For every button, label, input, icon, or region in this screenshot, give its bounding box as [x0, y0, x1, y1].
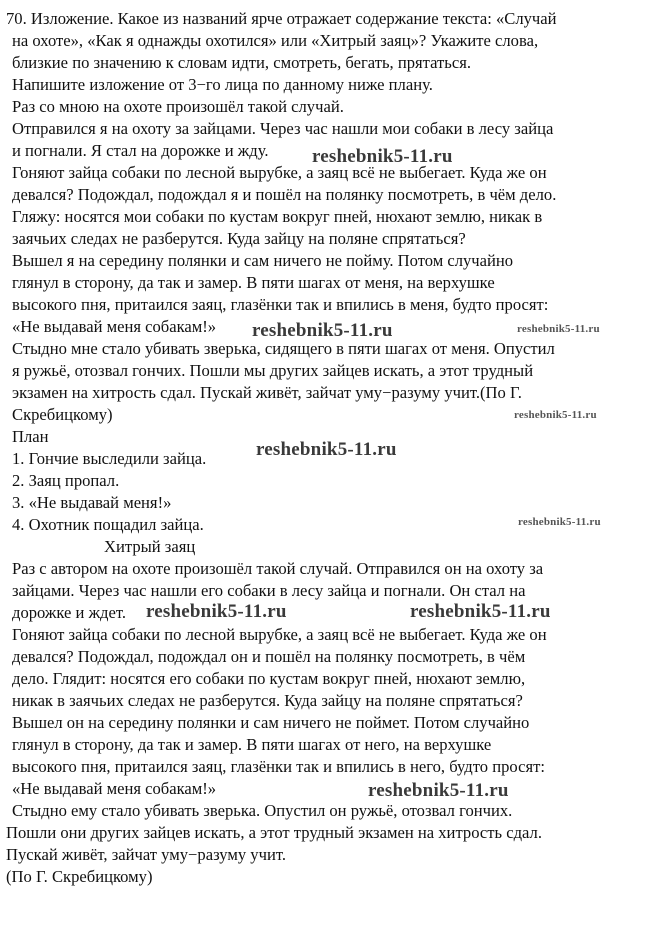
text-line: никак в заячьих следах не разберутся. Куда зайцу на поляне спрятаться?	[12, 691, 523, 710]
text-line: Пускай живёт, зайчат уму−разуму учит.	[6, 845, 286, 864]
watermark: reshebnik5-11.ru	[368, 780, 509, 801]
watermark: reshebnik5-11.ru	[514, 409, 597, 421]
watermark: reshebnik5-11.ru	[410, 601, 551, 622]
text-line: «Не выдавай меня собакам!»	[12, 317, 217, 336]
story-title: Хитрый заяц	[104, 537, 196, 556]
text-line: дело. Глядит: носятся его собаки по кустам вокруг пней, нюхают землю,	[12, 669, 526, 688]
text-line: (По Г. Скребицкому)	[6, 867, 153, 886]
text-line: Раз с автором на охоте произошёл такой случай. Отправился он на охоту за	[12, 559, 544, 578]
text-line: зайцами. Через час нашли его собаки в лесу зайца и погнали. Он стал на	[12, 581, 526, 600]
text-line: девался? Подождал, подождал я и пошёл на полянку посмотреть, в чём дело.	[12, 185, 557, 204]
text-line: Вышел я на середину полянки и сам ничего не пойму. Потом случайно	[12, 251, 514, 270]
text-line: Напишите изложение от 3−го лица по данному ниже плану.	[12, 75, 433, 94]
text-line: 70. Изложение. Какое из названий ярче отражает содержание текста: «Случай	[6, 9, 557, 28]
text-line: и погнали. Я стал на дорожке и жду.	[12, 141, 269, 160]
text-line: девался? Подождал, подождал он и пошёл на полянку посмотреть, в чём	[12, 647, 526, 666]
text-line: Гоняют зайца собаки по лесной вырубке, а заяц всё не выбегает. Куда же он	[12, 625, 547, 644]
text-line: экзамен на хитрость сдал. Пускай живёт, зайчат уму−разуму учит.(По Г.	[12, 383, 522, 402]
text-line: на охоте», «Как я однажды охотился» или «Хитрый заяц»? Укажите слова,	[12, 31, 539, 50]
text-line: Стыдно мне стало убивать зверька, сидящего в пяти шагах от меня. Опустил	[12, 339, 555, 358]
text-line: Скребицкому)	[12, 405, 113, 424]
plan-item: 4. Охотник пощадил зайца.	[12, 515, 204, 534]
text-line: Гоняют зайца собаки по лесной вырубке, а заяц всё не выбегает. Куда же он	[12, 163, 547, 182]
watermark: reshebnik5-11.ru	[252, 320, 393, 341]
watermark: reshebnik5-11.ru	[146, 601, 287, 622]
watermark: reshebnik5-11.ru	[312, 146, 453, 167]
watermark: reshebnik5-11.ru	[518, 516, 601, 528]
text-line: Вышел он на середину полянки и сам ничего не поймет. Потом случайно	[12, 713, 530, 732]
text-line: Гляжу: носятся мои собаки по кустам вокруг пней, нюхают землю, никак в	[12, 207, 543, 226]
text-line: высокого пня, притаился заяц, глазёнки так и впились в него, будто просят:	[12, 757, 545, 776]
plan-item: 1. Гончие выследили зайца.	[12, 449, 207, 468]
text-line: высокого пня, притаился заяц, глазёнки так и впились в меня, будто просят:	[12, 295, 549, 314]
plan-item: 3. «Не выдавай меня!»	[12, 493, 172, 512]
text-line: Отправился я на охоту за зайцами. Через час нашли мои собаки в лесу зайца	[12, 119, 554, 138]
text-line: заячьих следах не разберутся. Куда зайцу на поляне спрятаться?	[12, 229, 466, 248]
text-line: Пошли они других зайцев искать, а этот трудный экзамен на хитрость сдал.	[6, 823, 542, 842]
text-line: Стыдно ему стало убивать зверька. Опустил он ружьё, отозвал гончих.	[12, 801, 513, 820]
text-line: «Не выдавай меня собакам!»	[12, 779, 217, 798]
text-line: дорожке и ждет.	[12, 603, 127, 622]
plan-heading: План	[12, 427, 49, 446]
text-line: глянул в сторону, да так и замер. В пяти шагах от него, на верхушке	[12, 735, 492, 754]
plan-item: 2. Заяц пропал.	[12, 471, 120, 490]
text-line: близкие по значению к словам идти, смотреть, бегать, прятаться.	[12, 53, 472, 72]
watermark: reshebnik5-11.ru	[517, 323, 600, 335]
text-line: Раз со мною на охоте произошёл такой случай.	[12, 97, 344, 116]
text-line: я ружьё, отозвал гончих. Пошли мы других зайцев искать, а этот трудный	[12, 361, 534, 380]
text-line: глянул в сторону, да так и замер. В пяти шагах от меня, на верхушке	[12, 273, 495, 292]
watermark: reshebnik5-11.ru	[256, 439, 397, 460]
